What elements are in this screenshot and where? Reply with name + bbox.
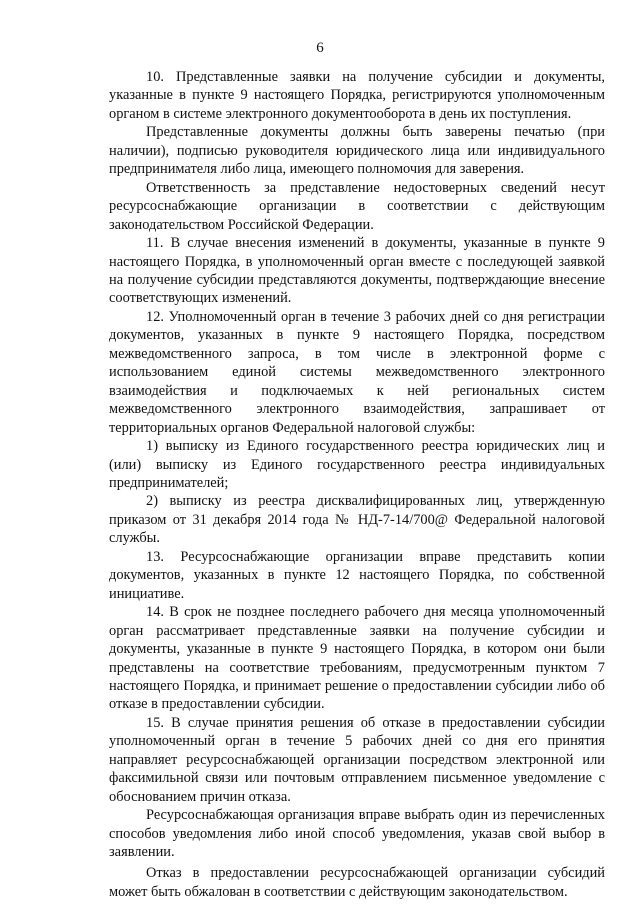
paragraph-10: 10. Представленные заявки на получение субсидии и документы, указанные в пункте 9 настоящего Порядка, регистрируются уполномоченным органом в системе электронного документооборота в день их поступления. <box>109 69 605 122</box>
paragraph-14: 14. В срок не позднее последнего рабочего дня месяца уполномоченный орган рассматривает представленные заявки на получение субсидии и документы, указанные в пункте 9 настоящего Порядка, в котором они были представлены на соответствие требованиям, предусмотренным пунктом 7 настоящего Порядка, и принимает решение о предоставлении субсидии либо об отказе в предоставлении субсидии. <box>109 604 605 713</box>
paragraph-certification: Представленные документы должны быть заверены печатью (при наличии), подписью руководителя юридического лица или индивидуального предпринимателя либо лица, имеющего полномочия для заверения. <box>109 124 605 178</box>
paragraph-notification-choice: Ресурсоснабжающая организация вправе выбрать один из перечисленных способов уведомления либо иной способ уведомления, указав свой выбор в заявлении. <box>109 807 605 861</box>
paragraph-11: 11. В случае внесения изменений в документы, указанные в пункте 9 настоящего Порядка, в уполномоченный орган вместе с последующей заявкой на получение субсидии представляются документы, подтверждающие внесение соответствующих изменений. <box>109 235 605 307</box>
list-item-2: 2) выписку из реестра дисквалифицированных лиц, утвержденную приказом от 31 декабря 2014 года № НД-7-14/700@ Федеральной налоговой службы. <box>109 493 605 547</box>
paragraph-12: 12. Уполномоченный орган в течение 3 рабочих дней со дня регистрации документов, указанных в пункте 9 настоящего Порядка, посредством межведомственного запроса, в том числе в электронной форме с использованием единой системы межведомственного электронного взаимодействия и подключаемых к ней региональных систем межведомственного электронного взаимодействия, запрашивает от территориальных органов Федеральной налоговой службы: <box>109 308 605 436</box>
paragraph-13: 13. Ресурсоснабжающие организации вправе представить копии документов, указанных в пункте 12 настоящего Порядка, по собственной инициативе. <box>109 548 605 602</box>
paragraph-appeal: Отказ в предоставлении ресурсоснабжающей организации субсидий может быть обжалован в соответствии с действующим законодательством. <box>109 865 605 900</box>
list-item-1: 1) выписку из Единого государственного реестра юридических лиц и (или) выписку из Единого государственного реестра индивидуальных предпринимателей; <box>109 438 605 491</box>
paragraph-responsibility: Ответственность за представление недостоверных сведений несут ресурсоснабжающие организации в соответствии с действующим законодательством Российской Федерации. <box>109 179 605 233</box>
paragraph-15: 15. В случае принятия решения об отказе в предоставлении субсидии уполномоченный орган в течение 5 рабочих дней со дня его принятия направляет ресурсоснабжающей организации посредством электронной или факсимильной связи или почтовым отправлением письменное уведомление с обоснованием причин отказа. <box>109 714 605 805</box>
document-body <box>109 68 605 901</box>
page-number: 6 <box>316 40 324 56</box>
